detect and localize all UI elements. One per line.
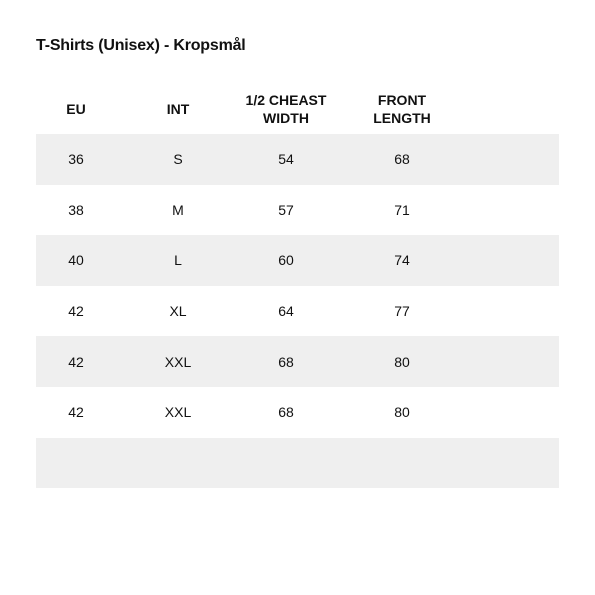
cell-eu: 42 (68, 353, 84, 370)
cell-int: L (174, 252, 182, 269)
cell-front-length: 74 (394, 252, 410, 269)
cell-front-length: 77 (394, 303, 410, 320)
column-header-length-line1: FRONT (377, 92, 427, 108)
cell-int: XL (169, 303, 187, 320)
cell-int: XXL (164, 404, 192, 421)
table-row (36, 185, 559, 236)
cell-chest-width: 64 (278, 303, 294, 320)
empty-table-row (36, 438, 559, 489)
column-header-int-label: INT (166, 101, 190, 117)
cell-eu: 38 (68, 201, 84, 218)
cell-chest-width: 68 (278, 353, 294, 370)
column-header-chest-line2: WIDTH (263, 110, 309, 126)
size-table (36, 84, 559, 488)
column-header-eu-label: EU (66, 101, 86, 117)
cell-front-length: 68 (394, 151, 410, 168)
cell-chest-width: 54 (278, 151, 294, 168)
cell-eu: 40 (68, 252, 84, 269)
cell-eu: 42 (68, 303, 84, 320)
table-row (36, 235, 559, 286)
table-header (36, 84, 559, 134)
cell-int: M (172, 201, 184, 218)
table-row (36, 387, 559, 438)
page-title: T-Shirts (Unisex) - Kropsmål (36, 37, 246, 54)
table-row (36, 134, 559, 185)
table-row (36, 286, 559, 337)
column-header-int (123, 84, 233, 134)
table-row (36, 336, 559, 387)
cell-eu: 36 (68, 151, 84, 168)
cell-front-length: 80 (394, 404, 410, 421)
cell-int: XXL (164, 353, 192, 370)
column-header-length-line2: LENGTH (373, 110, 431, 126)
cell-chest-width: 57 (278, 201, 294, 218)
cell-chest-width: 60 (278, 252, 294, 269)
cell-chest-width: 68 (278, 404, 294, 421)
column-header-chest-width (231, 84, 341, 134)
column-header-eu (21, 84, 131, 134)
cell-front-length: 71 (394, 201, 410, 218)
cell-front-length: 80 (394, 353, 410, 370)
column-header-front-length (347, 84, 457, 134)
column-header-chest-line1: 1/2 CHEAST (245, 92, 327, 108)
cell-eu: 42 (68, 404, 84, 421)
cell-int: S (173, 151, 183, 168)
